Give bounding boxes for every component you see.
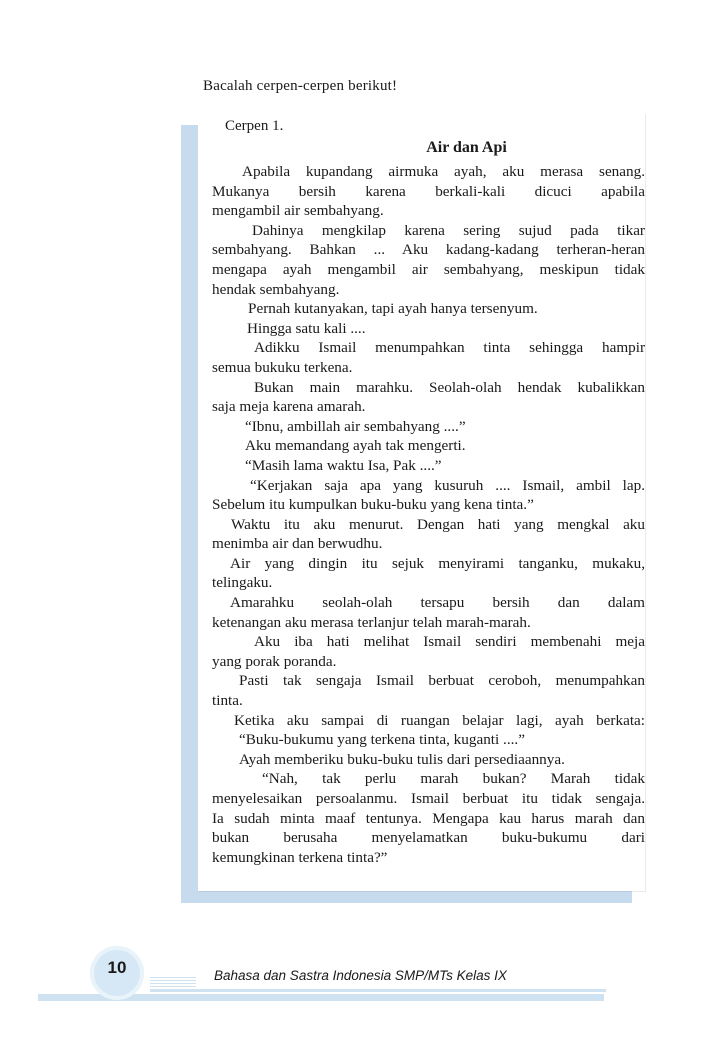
story-line: menyelesaikan persoalanmu. Ismail berbuat itu tidak sengaja.: [212, 790, 645, 807]
story-line: kemungkinan terkena tinta?”: [212, 848, 388, 866]
page-number: 10: [107, 958, 127, 977]
story-line: “Buku-bukumu yang terkena tinta, kuganti ....”: [239, 731, 525, 749]
book-title: Bahasa dan Sastra Indonesia SMP/MTs Kelas IX: [214, 968, 507, 983]
story-line: ketenangan aku merasa terlanjur telah marah-marah.: [212, 613, 531, 631]
footer-decoration-lines: [150, 977, 196, 989]
story-line: hendak sembahyang.: [212, 280, 340, 298]
story-line: Hingga satu kali ....: [247, 319, 366, 337]
cerpen-label: Cerpen 1.: [225, 118, 284, 134]
story-line: Ia sudah minta maaf tentunya. Mengapa kau harus marah dan: [212, 809, 645, 827]
story-line: Apabila kupandang airmuka ayah, aku merasa senang.: [242, 163, 645, 180]
story-line: bukan berusaha menyelamatkan buku-bukumu dari: [212, 829, 645, 847]
story-line: yang porak poranda.: [212, 652, 337, 670]
footer-decoration-thin-bar: [150, 989, 606, 992]
story-line: “Ibnu, ambillah air sembahyang ....”: [245, 417, 466, 435]
story-line: menimba air dan berwudhu.: [212, 535, 383, 553]
story-line: Sebelum itu kumpulkan buku-buku yang kena tinta.”: [212, 496, 534, 514]
story-line: Ketika aku sampai di ruangan belajar lagi, ayah berkata:: [234, 711, 645, 729]
story-line: “Masih lama waktu Isa, Pak ....”: [245, 456, 442, 474]
story-line: Air yang dingin itu sejuk menyirami tanganku, mukaku,: [230, 554, 645, 572]
story-line: Adikku Ismail menumpahkan tinta sehingga hampir: [254, 339, 645, 357]
story-line: Waktu itu aku menurut. Dengan hati yang mengkal aku: [231, 515, 645, 533]
story-line: “Kerjakan saja apa yang kusuruh .... Ismail, ambil lap.: [250, 476, 645, 494]
story-line: mengapa ayah mengambil air sembahyang, meskipun tidak: [212, 260, 645, 278]
story-line: Aku memandang ayah tak mengerti.: [245, 437, 466, 455]
story-body: [212, 162, 645, 867]
instruction-text: Bacalah cerpen-cerpen berikut!: [203, 78, 398, 94]
story-line: Aku iba hati melihat Ismail sendiri membenahi meja: [254, 633, 645, 651]
story-line: “Nah, tak perlu marah bukan? Marah tidak: [262, 770, 645, 788]
story-line: saja meja karena amarah.: [212, 398, 366, 416]
story-line: sembahyang. Bahkan ... Aku kadang-kadang terheran-heran: [212, 241, 645, 259]
story-line: Pernah kutanyakan, tapi ayah hanya tersenyum.: [248, 300, 538, 318]
story-line: tinta.: [212, 692, 243, 710]
story-line: mengambil air sembahyang.: [212, 202, 384, 220]
story-line: Bukan main marahku. Seolah-olah hendak kubalikkan: [254, 378, 645, 396]
story-line: Dahinya mengkilap karena sering sujud pada tikar: [252, 221, 645, 239]
story-title: Air dan Api: [426, 139, 507, 156]
story-line: Ayah memberiku buku-buku tulis dari persediaannya.: [239, 750, 565, 768]
story-line: semua bukuku terkena.: [212, 358, 353, 376]
story-line: telingaku.: [212, 574, 273, 592]
story-line: Amarahku seolah-olah tersapu bersih dan dalam: [230, 594, 645, 612]
story-line: Mukanya bersih karena berkali-kali dicuci apabila: [212, 182, 645, 200]
story-line: Pasti tak sengaja Ismail berbuat ceroboh, menumpahkan: [239, 672, 645, 690]
